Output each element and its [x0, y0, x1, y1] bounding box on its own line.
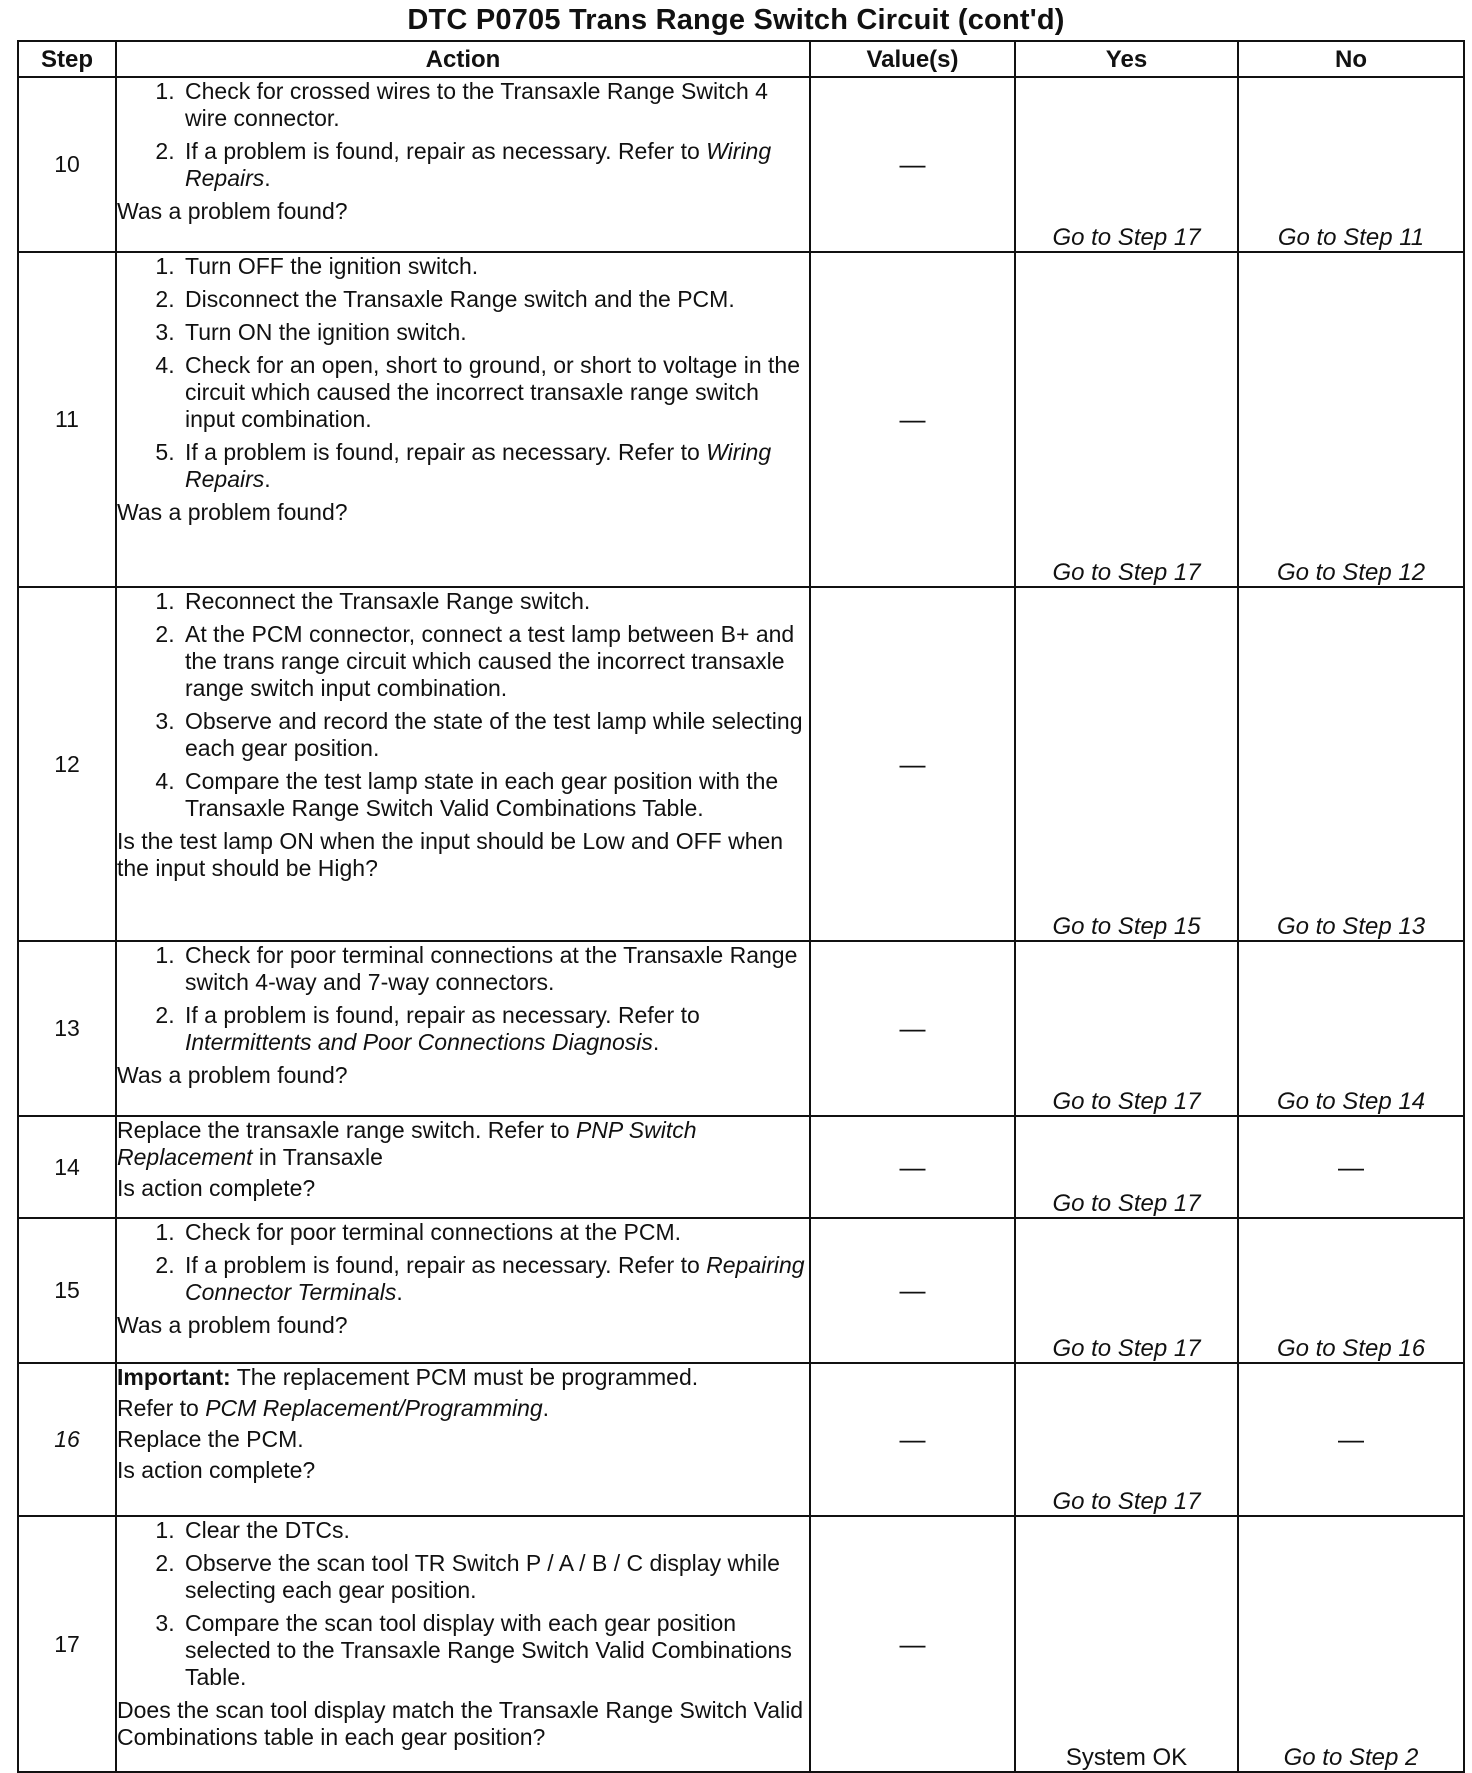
action-cell [116, 252, 810, 587]
action-question: Is action complete? [117, 1175, 316, 1201]
value-cell: — [810, 941, 1015, 1116]
action-step: 1. Clear the DTCs. [181, 1517, 809, 1544]
action-cell [116, 1218, 810, 1363]
step-number: 13 [18, 941, 116, 1116]
yes-result: System OK [1015, 1516, 1238, 1772]
table-row [18, 252, 1464, 587]
header-yes: Yes [1015, 41, 1238, 77]
page-title: DTC P0705 Trans Range Switch Circuit (cont'd) [407, 4, 1065, 36]
reference-link-text: Intermittents and Poor Connections Diagnosis [185, 1029, 653, 1055]
action-step: 4. Check for an open, short to ground, or short to voltage in the circuit which caused the incorrect transaxle range switch input combination. [181, 352, 809, 433]
header-step: Step [18, 41, 116, 77]
value-cell: — [810, 587, 1015, 941]
action-text: Replace the transaxle range switch. Refer to PNP Switch Replacement in Transaxle [117, 1117, 697, 1170]
action-step: 2. If a problem is found, repair as necessary. Refer to Repairing Connector Terminals. [181, 1252, 809, 1306]
value-cell: — [810, 1363, 1015, 1516]
action-steps [117, 942, 809, 1056]
yes-result: Go to Step 17 [1015, 941, 1238, 1116]
action-question: Does the scan tool display match the Transaxle Range Switch Valid Combinations table in each gear position? [117, 1697, 804, 1750]
action-step: 3. Turn ON the ignition switch. [181, 319, 809, 346]
value-cell: — [810, 1116, 1015, 1218]
no-result: Go to Step 13 [1238, 587, 1464, 941]
action-step: 2. At the PCM connector, connect a test lamp between B+ and the trans range circuit which caused the incorrect transaxle range switch input combination. [181, 621, 809, 702]
table-row [18, 587, 1464, 941]
no-result: Go to Step 12 [1238, 252, 1464, 587]
yes-result: Go to Step 17 [1015, 1218, 1238, 1363]
step-number: 16 [18, 1363, 116, 1516]
action-step: 3. Compare the scan tool display with each gear position selected to the Transaxle Range Switch Valid Combinations Table. [181, 1610, 809, 1691]
reference-link-text: Wiring Repairs [185, 439, 772, 492]
step-number: 12 [18, 587, 116, 941]
action-step: 4. Compare the test lamp state in each gear position with the Transaxle Range Switch Valid Combinations Table. [181, 768, 809, 822]
action-steps [117, 78, 809, 192]
step-number: 14 [18, 1116, 116, 1218]
action-cell [116, 941, 810, 1116]
important-label: Important: [117, 1364, 231, 1390]
action-question: Is action complete? [117, 1457, 316, 1483]
no-result: — [1238, 1116, 1464, 1218]
no-result: Go to Step 11 [1238, 77, 1464, 252]
header-row [18, 41, 1464, 77]
action-question: Was a problem found? [117, 198, 348, 224]
action-steps [117, 1517, 809, 1691]
action-step: 5. If a problem is found, repair as necessary. Refer to Wiring Repairs. [181, 439, 809, 493]
value-cell: — [810, 252, 1015, 587]
table-row [18, 77, 1464, 252]
value-cell: — [810, 77, 1015, 252]
no-result: Go to Step 14 [1238, 941, 1464, 1116]
action-question: Was a problem found? [117, 1312, 348, 1338]
step-number: 15 [18, 1218, 116, 1363]
action-steps [117, 588, 809, 822]
no-result: — [1238, 1363, 1464, 1516]
step-number: 10 [18, 77, 116, 252]
action-step: 1. Turn OFF the ignition switch. [181, 253, 809, 280]
action-question: Is the test lamp ON when the input should be Low and OFF when the input should be High? [117, 828, 784, 881]
action-step: 2. If a problem is found, repair as necessary. Refer to Wiring Repairs. [181, 138, 809, 192]
important-note: Important: The replacement PCM must be programmed. [117, 1364, 699, 1390]
action-cell [116, 1116, 810, 1218]
action-step: 2. If a problem is found, repair as necessary. Refer to Intermittents and Poor Connections Diagnosis. [181, 1002, 809, 1056]
table-row [18, 1516, 1464, 1772]
action-text: Replace the PCM. [117, 1426, 304, 1452]
yes-result: Go to Step 17 [1015, 1116, 1238, 1218]
table-row [18, 1363, 1464, 1516]
action-step: 1. Check for poor terminal connections at the Transaxle Range switch 4-way and 7-way connectors. [181, 942, 809, 996]
step-number: 11 [18, 252, 116, 587]
diagnostic-table [17, 40, 1465, 1773]
table-row [18, 941, 1464, 1116]
table-row [18, 1218, 1464, 1363]
yes-result: Go to Step 17 [1015, 252, 1238, 587]
header-values: Value(s) [810, 41, 1015, 77]
step-number: 17 [18, 1516, 116, 1772]
action-question: Was a problem found? [117, 1062, 348, 1088]
yes-result: Go to Step 17 [1015, 77, 1238, 252]
header-action: Action [116, 41, 810, 77]
action-question: Was a problem found? [117, 499, 348, 525]
yes-result: Go to Step 17 [1015, 1363, 1238, 1516]
reference-link-text: PCM Replacement/Programming [205, 1395, 543, 1421]
action-step: 2. Observe the scan tool TR Switch P / A / B / C display while selecting each gear position. [181, 1550, 809, 1604]
yes-result: Go to Step 15 [1015, 587, 1238, 941]
no-result: Go to Step 16 [1238, 1218, 1464, 1363]
action-steps [117, 253, 809, 493]
header-no: No [1238, 41, 1464, 77]
action-steps [117, 1219, 809, 1306]
action-step: 3. Observe and record the state of the test lamp while selecting each gear position. [181, 708, 809, 762]
reference-link-text: Repairing Connector Terminals [185, 1252, 805, 1305]
action-step: 1. Check for poor terminal connections at the PCM. [181, 1219, 809, 1246]
no-result: Go to Step 2 [1238, 1516, 1464, 1772]
reference-link-text: PNP Switch Replacement [117, 1117, 697, 1170]
action-step: 1. Reconnect the Transaxle Range switch. [181, 588, 809, 615]
table-row [18, 1116, 1464, 1218]
action-cell [116, 77, 810, 252]
action-cell [116, 1516, 810, 1772]
value-cell: — [810, 1218, 1015, 1363]
action-step: 2. Disconnect the Transaxle Range switch and the PCM. [181, 286, 809, 313]
action-cell [116, 1363, 810, 1516]
value-cell: — [810, 1516, 1015, 1772]
action-step: 1. Check for crossed wires to the Transaxle Range Switch 4 wire connector. [181, 78, 809, 132]
action-cell [116, 587, 810, 941]
reference-link-text: Wiring Repairs [185, 138, 772, 191]
action-text: Refer to PCM Replacement/Programming. [117, 1395, 550, 1421]
